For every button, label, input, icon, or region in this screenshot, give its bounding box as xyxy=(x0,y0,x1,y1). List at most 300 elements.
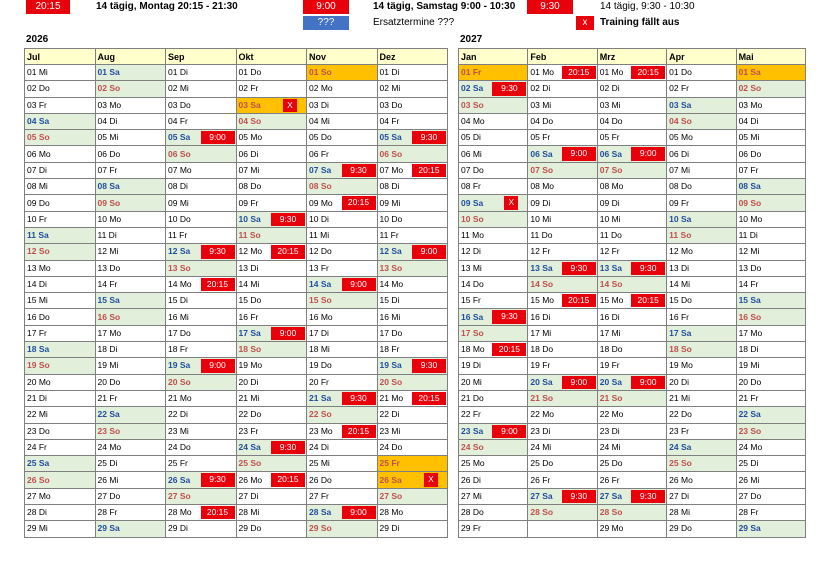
day-label: 27 Di xyxy=(238,490,259,501)
day-label: 07 Mo xyxy=(379,164,404,175)
calendar-row xyxy=(459,456,806,472)
day-label: 05 Sa xyxy=(379,132,402,143)
day-label: 02 Sa xyxy=(461,83,484,94)
day-cell xyxy=(377,325,448,341)
calendar-row xyxy=(25,472,448,488)
calendar-row xyxy=(25,293,448,309)
day-label: 22 Do xyxy=(238,409,262,420)
day-label: 01 Fr xyxy=(461,67,482,78)
day-label: 06 Di xyxy=(669,148,690,159)
day-cell xyxy=(597,423,666,439)
day-cell xyxy=(736,456,805,472)
day-label: 24 Fr xyxy=(27,441,47,452)
day-label: 19 Mo xyxy=(238,360,263,371)
training-time-badge: 9:00 xyxy=(631,147,665,160)
day-label: 08 Di xyxy=(379,181,400,192)
day-label: 16 Fr xyxy=(238,311,259,322)
calendar-row xyxy=(25,162,448,178)
day-cell xyxy=(25,244,96,260)
training-time-badge: 9:00 xyxy=(492,425,526,438)
day-cell xyxy=(377,439,448,455)
day-cell xyxy=(459,211,528,227)
day-cell xyxy=(667,293,736,309)
day-label: 11 Mo xyxy=(461,230,484,241)
day-label: 20 Do xyxy=(738,376,762,387)
day-cell xyxy=(459,293,528,309)
day-label: 12 Sa xyxy=(168,246,191,257)
day-cell xyxy=(377,146,448,162)
day-label: 11 Di xyxy=(97,230,117,241)
day-cell xyxy=(459,472,528,488)
legend-box-cancel: x xyxy=(576,16,594,30)
day-cell xyxy=(736,97,805,113)
day-cell xyxy=(25,179,96,195)
day-cell xyxy=(307,521,378,537)
day-cell xyxy=(166,113,237,129)
day-cell xyxy=(236,293,307,309)
day-label: 09 Di xyxy=(530,197,551,208)
day-cell xyxy=(597,195,666,211)
day-cell xyxy=(166,325,237,341)
day-cell xyxy=(236,244,307,260)
day-cell xyxy=(597,521,666,537)
day-label: 28 Sa xyxy=(309,507,332,518)
day-label: 27 Sa xyxy=(530,490,553,501)
day-cell xyxy=(597,244,666,260)
day-label: 24 Sa xyxy=(669,441,692,452)
day-cell xyxy=(597,130,666,146)
day-cell xyxy=(236,309,307,325)
training-time-badge: 9:30 xyxy=(562,262,596,275)
day-cell xyxy=(166,358,237,374)
day-label: 06 Do xyxy=(97,148,121,159)
day-cell xyxy=(166,342,237,358)
day-label: 17 Mi xyxy=(530,327,552,338)
month-header: Okt xyxy=(236,49,307,65)
day-label: 18 Mi xyxy=(309,344,330,355)
day-label: 12 Fr xyxy=(599,246,620,257)
day-label: 02 So xyxy=(97,83,121,94)
day-label: 19 Di xyxy=(461,360,481,371)
day-label: 02 Do xyxy=(27,83,50,94)
day-cell xyxy=(736,521,805,537)
day-cell xyxy=(95,260,166,276)
calendar-row xyxy=(459,358,806,374)
day-label: 25 Mo xyxy=(461,458,485,469)
day-label: 15 Mi xyxy=(27,295,48,306)
day-cell xyxy=(166,81,237,97)
day-label: 27 So xyxy=(168,490,191,501)
day-label: 16 Fr xyxy=(669,311,690,322)
day-label: 26 Sa xyxy=(168,474,191,485)
day-cell xyxy=(95,65,166,81)
day-label: 12 Mi xyxy=(97,246,119,257)
day-label: 10 Mi xyxy=(530,213,552,224)
day-cell xyxy=(95,276,166,292)
day-label: 05 Mo xyxy=(669,132,693,143)
day-cell xyxy=(459,81,528,97)
month-header-row xyxy=(25,49,448,65)
day-label: 11 Do xyxy=(599,230,622,241)
day-cell xyxy=(736,293,805,309)
calendar-row xyxy=(459,97,806,113)
day-label: 07 So xyxy=(530,164,554,175)
day-label: 20 Di xyxy=(669,376,690,387)
legend-text-ersatz: Ersatztermine ??? xyxy=(373,17,455,28)
calendar-row xyxy=(459,81,806,97)
day-label: 07 Sa xyxy=(309,164,332,175)
day-label: 28 So xyxy=(599,507,623,518)
day-cell xyxy=(736,488,805,504)
day-cell xyxy=(459,227,528,243)
calendar-row xyxy=(25,342,448,358)
day-cell xyxy=(166,130,237,146)
day-cell xyxy=(459,260,528,276)
day-cell xyxy=(736,244,805,260)
day-label: 14 Fr xyxy=(738,279,759,289)
training-time-badge: 9:30 xyxy=(412,131,446,144)
day-label: 03 Fr xyxy=(27,99,47,110)
training-time-badge: 20:15 xyxy=(492,343,526,356)
day-label: 14 Di xyxy=(27,279,47,289)
day-label: 20 Sa xyxy=(530,376,553,387)
day-label: 12 Mi xyxy=(738,246,760,257)
day-cell xyxy=(528,439,597,455)
day-label: 25 Di xyxy=(97,458,118,469)
calendar-row xyxy=(459,390,806,406)
calendar-row xyxy=(459,423,806,439)
day-cell xyxy=(236,227,307,243)
day-label: 03 Sa xyxy=(669,99,692,110)
day-cell xyxy=(95,505,166,521)
day-label: 18 Do xyxy=(530,344,554,355)
day-cell xyxy=(377,407,448,423)
day-label: 09 Di xyxy=(599,197,620,208)
day-label: 13 Di xyxy=(238,262,259,273)
day-cell xyxy=(736,276,805,292)
day-label: 17 So xyxy=(461,327,484,338)
day-cell xyxy=(528,505,597,521)
day-cell xyxy=(307,211,378,227)
day-cell xyxy=(597,113,666,129)
calendar-row xyxy=(25,374,448,390)
day-cell xyxy=(736,374,805,390)
calendar-row xyxy=(459,65,806,81)
day-label: 05 Fr xyxy=(530,132,551,143)
training-time-badge: 9:30 xyxy=(492,310,526,323)
day-label: 25 Fr xyxy=(168,458,188,469)
day-cell xyxy=(25,309,96,325)
day-cell xyxy=(166,293,237,309)
day-cell xyxy=(307,179,378,195)
day-cell xyxy=(307,162,378,178)
legend-box-ersatz: ??? xyxy=(303,16,349,30)
day-label: 28 Mo xyxy=(168,507,192,518)
day-cell xyxy=(307,439,378,455)
day-label: 07 Mo xyxy=(168,164,192,175)
day-label: 27 Do xyxy=(738,490,762,501)
day-label: 11 Fr xyxy=(379,230,399,241)
day-label: 13 Mo xyxy=(27,262,51,273)
day-cell xyxy=(25,65,96,81)
day-cell xyxy=(528,358,597,374)
month-header: Mrz xyxy=(597,49,666,65)
day-cell xyxy=(377,390,448,406)
day-label: 17 Fr xyxy=(27,327,47,338)
day-cell xyxy=(528,179,597,195)
training-time-badge: 9:30 xyxy=(271,441,305,454)
day-label: 02 Mi xyxy=(379,83,401,94)
day-label: 29 Di xyxy=(168,523,188,534)
day-label: 03 Di xyxy=(309,99,329,110)
calendar-row xyxy=(25,390,448,406)
training-time-badge: 9:00 xyxy=(631,376,665,389)
training-time-badge: 9:30 xyxy=(201,473,235,486)
day-cell xyxy=(95,374,166,390)
day-label: 21 Di xyxy=(27,393,47,404)
day-label: 19 Do xyxy=(309,360,332,371)
day-cell xyxy=(667,227,736,243)
calendar-row xyxy=(459,293,806,309)
day-cell xyxy=(377,309,448,325)
day-cell xyxy=(166,195,237,211)
day-cell xyxy=(166,407,237,423)
day-label: 15 Mo xyxy=(530,295,555,306)
day-cell xyxy=(528,293,597,309)
day-cell xyxy=(95,521,166,537)
day-cell xyxy=(307,65,378,81)
day-cell xyxy=(236,407,307,423)
day-cell xyxy=(25,423,96,439)
day-label: 29 Sa xyxy=(738,523,761,534)
day-cell xyxy=(236,456,307,472)
day-cell xyxy=(236,521,307,537)
day-label: 28 Di xyxy=(27,507,47,518)
calendar-row xyxy=(25,65,448,81)
day-cell xyxy=(667,97,736,113)
day-label: 17 Mo xyxy=(738,327,763,338)
day-label: 10 Do xyxy=(168,213,191,224)
day-label: 10 Mo xyxy=(738,213,763,224)
day-cell xyxy=(95,456,166,472)
day-cell xyxy=(25,374,96,390)
calendar-row xyxy=(25,211,448,227)
day-cell xyxy=(95,162,166,178)
day-label: 13 Fr xyxy=(309,262,329,273)
day-cell xyxy=(597,309,666,325)
day-cell xyxy=(95,472,166,488)
calendar-row xyxy=(459,325,806,341)
day-label: 03 Mo xyxy=(738,99,763,110)
day-label: 26 Do xyxy=(309,474,332,485)
day-cell xyxy=(95,293,166,309)
day-label: 12 Mo xyxy=(669,246,693,257)
day-label: 04 Di xyxy=(738,116,759,127)
day-cell xyxy=(377,113,448,129)
day-label: 08 Sa xyxy=(738,181,761,192)
day-label: 15 Mo xyxy=(599,295,624,306)
day-cell xyxy=(667,488,736,504)
day-cell xyxy=(459,113,528,129)
day-label: 17 Do xyxy=(168,327,191,338)
day-cell xyxy=(25,472,96,488)
training-cancelled-marker: X xyxy=(283,99,297,112)
day-label: 17 Mi xyxy=(599,327,621,338)
day-cell xyxy=(236,325,307,341)
day-cell xyxy=(166,505,237,521)
day-label: 18 Mo xyxy=(461,344,485,355)
day-cell xyxy=(528,162,597,178)
day-cell xyxy=(667,390,736,406)
day-label: 15 Do xyxy=(238,295,262,306)
day-label: 06 Mi xyxy=(461,148,482,159)
calendar-row xyxy=(25,227,448,243)
day-label: 16 Sa xyxy=(461,311,484,322)
day-cell xyxy=(236,505,307,521)
calendar-row xyxy=(459,521,806,537)
day-cell xyxy=(166,472,237,488)
day-cell xyxy=(528,276,597,292)
day-label: 01 Mo xyxy=(599,67,624,78)
day-cell xyxy=(307,407,378,423)
day-label: 11 Mi xyxy=(309,230,330,241)
day-cell xyxy=(459,505,528,521)
month-header: Sep xyxy=(166,49,237,65)
day-label: 23 Mi xyxy=(168,425,189,436)
day-cell xyxy=(25,81,96,97)
day-cell xyxy=(667,439,736,455)
day-cell xyxy=(528,521,597,537)
training-time-badge: 9:00 xyxy=(412,245,446,258)
training-time-badge: 20:15 xyxy=(342,196,376,209)
day-label: 03 Sa xyxy=(238,99,261,110)
day-cell xyxy=(236,390,307,406)
day-cell xyxy=(459,423,528,439)
day-cell xyxy=(736,146,805,162)
day-cell xyxy=(528,244,597,260)
day-cell xyxy=(667,276,736,292)
day-cell xyxy=(597,146,666,162)
day-cell xyxy=(667,374,736,390)
day-cell xyxy=(236,358,307,374)
day-cell xyxy=(307,342,378,358)
calendar-row xyxy=(25,505,448,521)
day-cell xyxy=(597,390,666,406)
day-cell xyxy=(528,423,597,439)
day-cell xyxy=(736,390,805,406)
day-label: 19 So xyxy=(27,360,50,371)
day-cell xyxy=(25,407,96,423)
day-label: 04 Do xyxy=(530,116,554,127)
day-cell xyxy=(95,358,166,374)
day-cell xyxy=(25,488,96,504)
day-cell xyxy=(597,211,666,227)
day-label: 23 So xyxy=(97,425,121,436)
day-label: 28 Do xyxy=(461,507,484,518)
day-cell xyxy=(667,162,736,178)
day-label: 18 Sa xyxy=(27,344,50,355)
day-label: 02 Di xyxy=(599,83,620,94)
day-label: 09 Mo xyxy=(309,197,333,208)
day-label: 01 So xyxy=(309,67,332,78)
day-label: 10 Sa xyxy=(669,213,692,224)
day-label: 26 Mo xyxy=(238,474,263,485)
day-cell xyxy=(95,130,166,146)
day-label: 10 Di xyxy=(309,213,329,224)
day-label: 14 Fr xyxy=(97,279,118,289)
day-cell xyxy=(736,227,805,243)
day-cell xyxy=(597,488,666,504)
day-cell xyxy=(377,276,448,292)
calendar-row xyxy=(459,211,806,227)
day-label: 16 Mo xyxy=(309,311,333,322)
day-label: 03 Mo xyxy=(97,99,122,110)
day-label: 04 Sa xyxy=(27,116,50,127)
day-label: 17 Sa xyxy=(238,327,261,338)
day-cell xyxy=(95,211,166,227)
day-cell xyxy=(25,276,96,292)
day-cell xyxy=(528,472,597,488)
day-cell xyxy=(377,244,448,260)
day-cell xyxy=(736,342,805,358)
day-cell xyxy=(307,244,378,260)
day-label: 19 Mi xyxy=(97,360,119,371)
day-cell xyxy=(166,390,237,406)
day-cell xyxy=(307,374,378,390)
day-cell xyxy=(528,342,597,358)
day-cell xyxy=(528,456,597,472)
day-cell xyxy=(377,65,448,81)
training-cancelled-marker: X xyxy=(424,473,438,486)
day-cell xyxy=(25,439,96,455)
calendar-row xyxy=(25,130,448,146)
day-cell xyxy=(166,488,237,504)
day-cell xyxy=(597,97,666,113)
day-label: 27 Fr xyxy=(309,490,329,501)
day-cell xyxy=(667,179,736,195)
day-label: 05 Di xyxy=(461,132,481,143)
day-label: 01 Di xyxy=(168,67,188,78)
day-label: 13 Do xyxy=(97,262,121,273)
day-cell xyxy=(528,130,597,146)
day-label: 04 Mo xyxy=(461,116,485,127)
calendar-row xyxy=(25,423,448,439)
day-label: 07 Fr xyxy=(97,164,118,175)
day-cell xyxy=(95,390,166,406)
day-label: 06 Sa xyxy=(599,148,622,159)
day-cell xyxy=(459,390,528,406)
training-cancelled-marker: X xyxy=(504,196,518,209)
day-label: 28 Mi xyxy=(669,507,690,518)
training-time-badge: 9:30 xyxy=(271,213,305,226)
day-cell xyxy=(307,456,378,472)
day-cell xyxy=(25,130,96,146)
day-cell xyxy=(528,227,597,243)
day-label: 04 Mi xyxy=(309,116,330,127)
training-time-badge: 20:15 xyxy=(412,392,446,405)
day-cell xyxy=(597,439,666,455)
day-label: 02 Mi xyxy=(168,83,189,94)
day-cell xyxy=(95,179,166,195)
day-label: 23 Sa xyxy=(461,425,484,436)
day-cell xyxy=(95,439,166,455)
day-label: 24 Mo xyxy=(97,441,122,452)
day-cell xyxy=(528,65,597,81)
calendar-row xyxy=(25,195,448,211)
day-cell xyxy=(25,146,96,162)
day-cell xyxy=(597,472,666,488)
training-time-badge: 20:15 xyxy=(201,506,235,519)
